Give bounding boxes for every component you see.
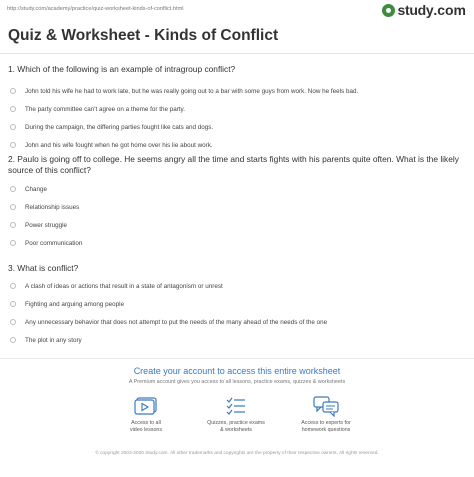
option-label: Change — [25, 185, 48, 193]
option-label: The party committee can't agree on a theme for the party. — [25, 105, 185, 113]
copyright-footer: © copyright 2003-2020 Study.com. All other trademarks and copyrights are the property of their respective owners. All rights reserved. — [95, 451, 379, 456]
option-label: Poor communication — [25, 239, 83, 247]
option-label: Fighting and arguing among people — [25, 300, 125, 308]
option-label: The plot in any story — [25, 336, 82, 344]
answer-option[interactable] — [8, 82, 468, 100]
option-label: Power struggle — [25, 221, 67, 229]
premium-cta — [0, 358, 474, 477]
radio-icon[interactable] — [10, 240, 16, 246]
option-label: Relationship issues — [25, 203, 80, 211]
question-3 — [8, 263, 468, 349]
radio-icon[interactable] — [10, 106, 16, 112]
option-label: John and his wife fought when he got home over his lie about work. — [25, 141, 213, 149]
option-label: John told his wife he had to work late, but he was really going out to a bar with some guys from work. Now he feels bad. — [25, 87, 359, 95]
question-text: 1. Which of the following is an example of intragroup conflict? — [8, 64, 236, 74]
page-title: Quiz & Worksheet - Kinds of Conflict — [8, 27, 279, 44]
radio-icon[interactable] — [10, 124, 16, 130]
answer-option[interactable] — [8, 136, 468, 154]
radio-icon[interactable] — [10, 142, 16, 148]
answer-option[interactable] — [8, 216, 468, 234]
answer-option[interactable] — [8, 180, 468, 198]
feature-label-line1: Quizzes, practice exams — [207, 420, 265, 426]
answer-option[interactable] — [8, 295, 468, 313]
option-label: During the campaign, the differing parties fought like cats and dogs. — [25, 123, 214, 131]
question-2 — [8, 154, 468, 252]
option-label: A clash of ideas or actions that result in a state of antagonism or unrest — [25, 282, 223, 290]
cta-subtitle: A Premium account gives you access to all lessons, practice exams, quizzes & worksheets — [128, 379, 346, 385]
title-bar — [0, 20, 474, 54]
chat-experts-icon — [312, 395, 340, 417]
feature-label-line2: & worksheets — [220, 427, 252, 433]
radio-icon[interactable] — [10, 283, 16, 289]
feature-label-line2: homework questions — [301, 427, 351, 433]
answer-option[interactable] — [8, 331, 468, 349]
radio-icon[interactable] — [10, 319, 16, 325]
answer-option[interactable] — [8, 198, 468, 216]
answer-option[interactable] — [8, 277, 468, 295]
header-bar — [0, 0, 474, 20]
logo-mark-icon — [382, 4, 395, 17]
option-label: Any unnecessary behavior that does not attempt to put the needs of the many ahead of the needs of the one — [25, 318, 328, 326]
feature-experts — [286, 395, 366, 434]
study-logo[interactable] — [382, 2, 466, 18]
page-url: http://study.com/academy/practice/quiz-worksheet-kinds-of-conflict.html — [7, 6, 184, 12]
radio-icon[interactable] — [10, 301, 16, 307]
quiz-checklist-icon — [223, 395, 249, 417]
answer-option[interactable] — [8, 118, 468, 136]
logo-tld: .com — [433, 2, 466, 18]
feature-label-line1: Access to all — [131, 420, 161, 426]
question-text: 3. What is conflict? — [8, 263, 79, 273]
radio-icon[interactable] — [10, 88, 16, 94]
answer-option[interactable] — [8, 313, 468, 331]
feature-label-line1: Access to experts for — [301, 420, 351, 426]
answer-option[interactable] — [8, 100, 468, 118]
question-text: 2. Paulo is going off to college. He seems angry all the time and starts fights with his parents quite often. What is the likely source of this conflict? — [8, 154, 459, 175]
radio-icon[interactable] — [10, 222, 16, 228]
question-1 — [8, 64, 468, 154]
radio-icon[interactable] — [10, 204, 16, 210]
feature-quizzes — [196, 395, 276, 434]
cta-title[interactable]: Create your account to access this entire worksheet — [133, 366, 341, 376]
logo-name: study — [397, 2, 434, 18]
answer-option[interactable] — [8, 234, 468, 252]
video-lesson-icon — [133, 395, 159, 417]
radio-icon[interactable] — [10, 186, 16, 192]
feature-video-lessons — [106, 395, 186, 434]
radio-icon[interactable] — [10, 337, 16, 343]
feature-label-line2: video lessons — [129, 427, 163, 433]
